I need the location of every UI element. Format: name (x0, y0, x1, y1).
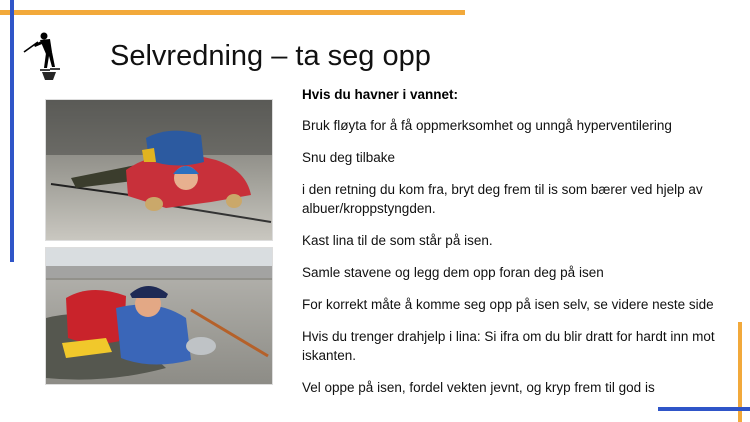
bullet-text: For korrekt måte å komme seg opp på isen selv, se videre neste side (302, 297, 714, 312)
person-crawling-on-ice-photo (46, 100, 272, 240)
bullet-text: Snu deg tilbake (302, 150, 396, 165)
section-heading: Hvis du havner i vannet: (302, 87, 459, 102)
bullet-text: Samle stavene og legg dem opp foran deg på isen (302, 265, 604, 280)
person-in-ice-hole-photo (46, 248, 272, 384)
bullet-text: i den retning du kom fra, bryt deg frem til is som bærer ved hjelp av albuer/kroppstyngden. (302, 182, 703, 216)
slide-content (302, 86, 728, 410)
top-accent-bar (0, 10, 465, 15)
ice-skater-icon (22, 30, 72, 82)
left-accent-bar (10, 0, 14, 262)
bullet-text: Vel oppe på isen, fordel vekten jevnt, og kryp frem til god is (302, 380, 655, 395)
bullet-text: Bruk fløyta for å få oppmerksomhet og unngå hyperventilering (302, 118, 672, 133)
slide-title: Selvredning – ta seg opp (110, 40, 431, 72)
bullet-text: Hvis du trenger drahjelp i lina: Si ifra om du blir dratt for hardt inn mot iskanten. (302, 329, 715, 363)
bullet-text: Kast lina til de som står på isen. (302, 233, 493, 248)
